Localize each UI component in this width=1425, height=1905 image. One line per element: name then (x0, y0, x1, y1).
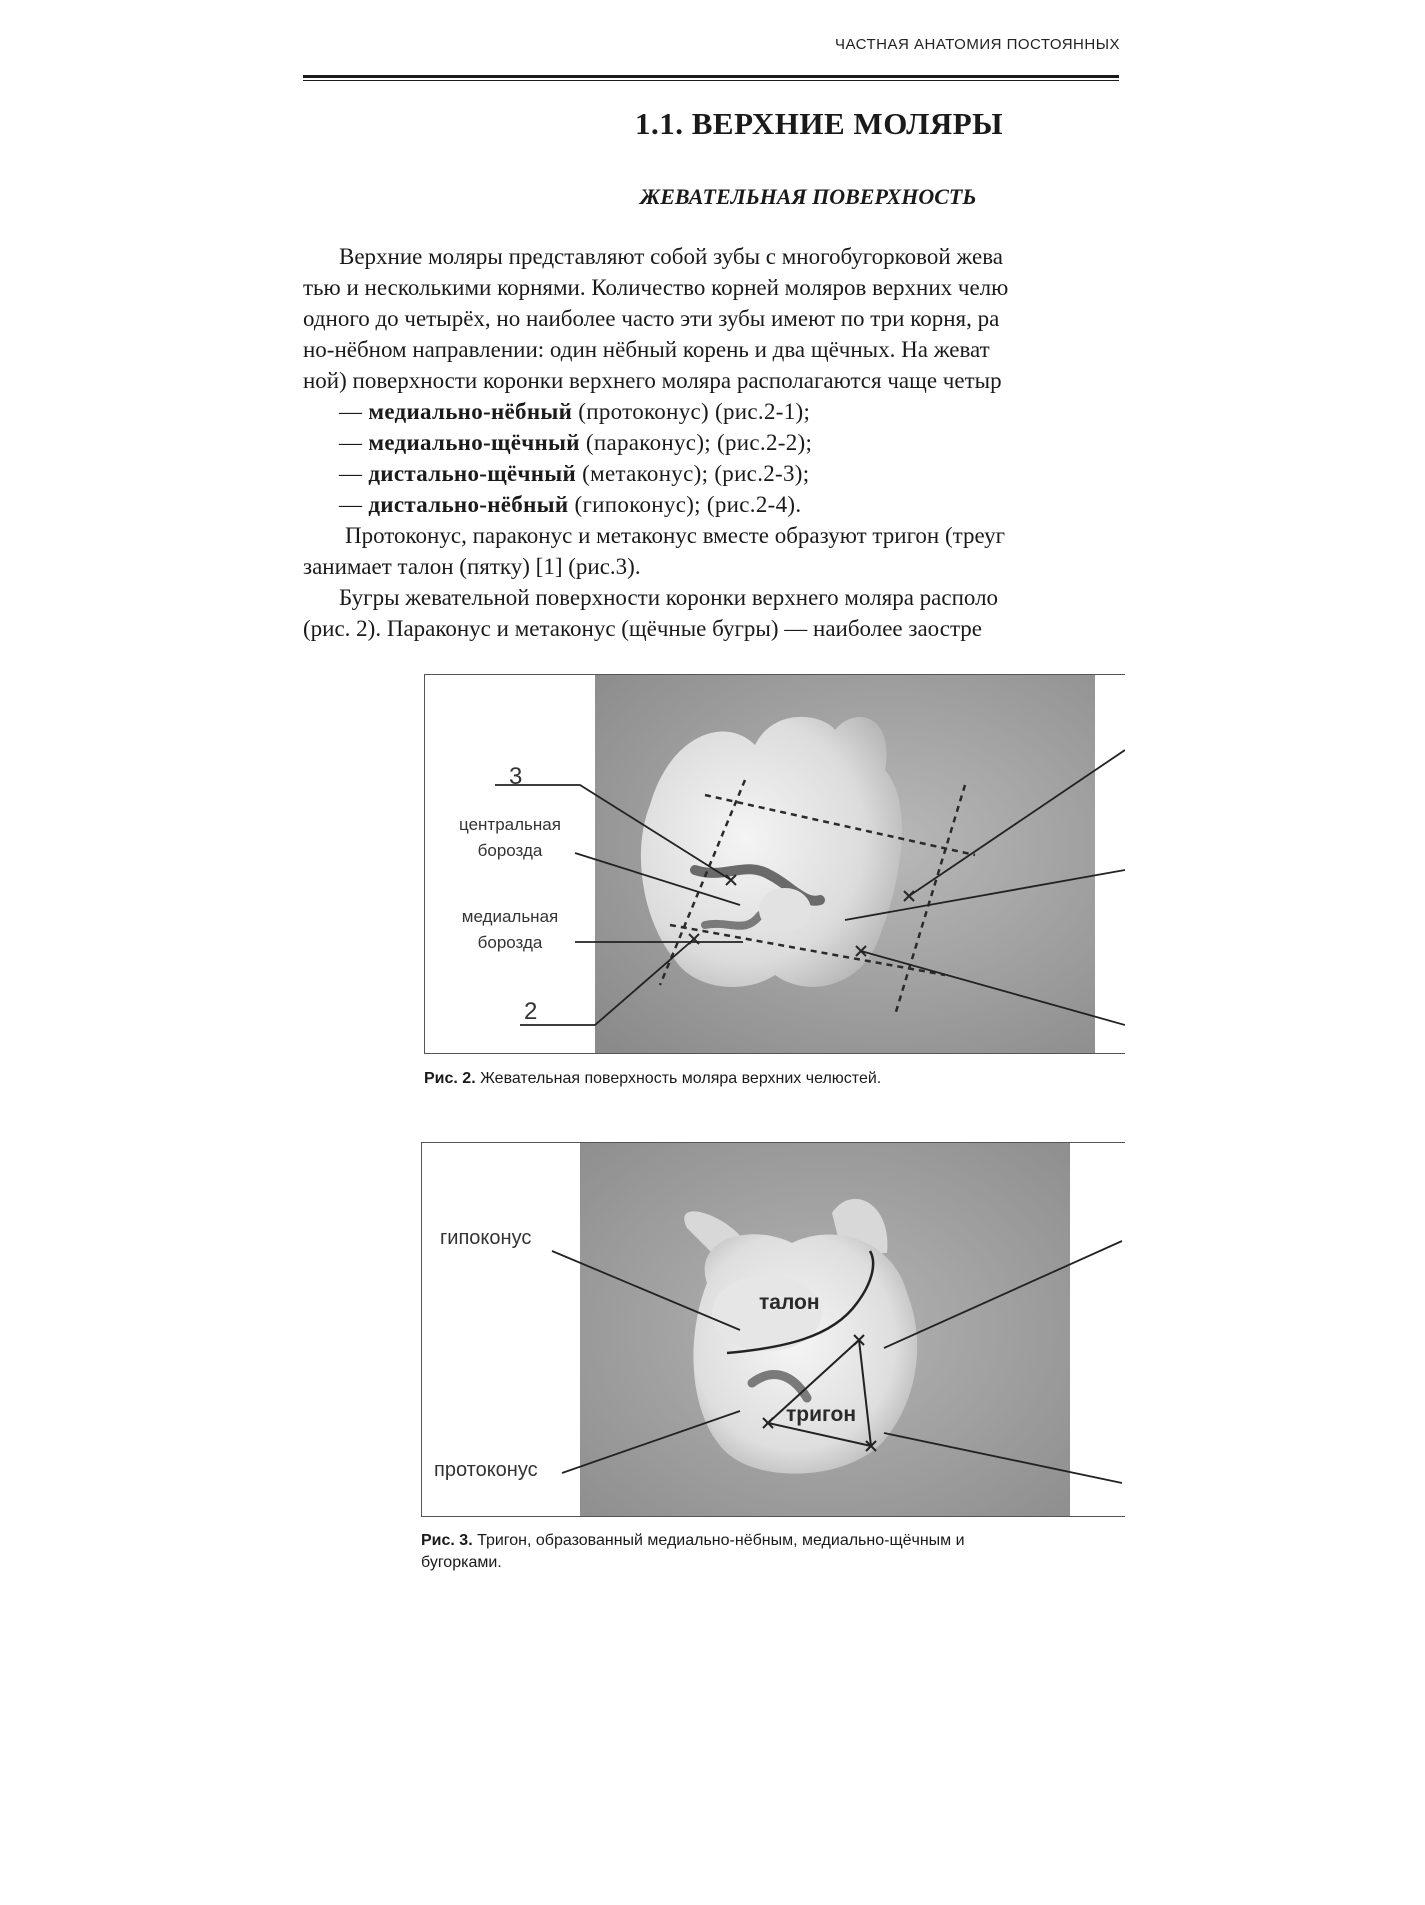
label-protocone: протоконус (434, 1459, 538, 1481)
list-dash: — (339, 399, 369, 424)
body-text (303, 241, 1125, 644)
body-line: (рис. 2). Параконус и метаконус (щёчные бугры) — наиболее заостре (303, 616, 982, 641)
body-line: тью и несколькими корнями. Количество корней моляров верхних челю (303, 275, 1009, 300)
body-line: Верхние моляры представляют собой зубы с многобугорковой жева (339, 244, 1003, 269)
list-term: дистально-щёчный (368, 461, 577, 486)
list-term: медиально-щёчный (368, 430, 580, 455)
list-rest: (метаконус); (рис.2-3); (576, 461, 810, 486)
header-rule-thick (303, 75, 1119, 78)
running-head: ЧАСТНАЯ АНАТОМИЯ ПОСТОЯННЫХ (834, 36, 1120, 53)
list-dash: — (339, 461, 369, 486)
subsection-title: ЖЕВАТЕЛЬНАЯ ПОВЕРХНОСТЬ (640, 184, 977, 209)
list-item (303, 396, 1125, 427)
body-line: занимает талон (пятку) [1] (рис.3). (303, 554, 641, 579)
list-dash: — (339, 492, 369, 517)
section-title: 1.1. ВЕРХНИЕ МОЛЯРЫ (635, 106, 1004, 141)
label-3: 3 (509, 763, 523, 790)
header-rule-thin (303, 80, 1119, 81)
list-item (303, 458, 1125, 489)
molar-crown (641, 717, 902, 987)
figure-2-chewing-surface (424, 674, 1125, 1054)
figure-3-caption (421, 1530, 1124, 1574)
label-medial-fissure-1: медиальная (461, 907, 559, 926)
body-line: Протоконус, параконус и метаконус вместе образуют тригон (треуг (345, 523, 1006, 548)
label-central-fissure-2: борозда (477, 841, 543, 860)
molar-crown (693, 1234, 917, 1473)
label-talon: талон (759, 1291, 820, 1314)
list-term: дистально-нёбный (368, 492, 569, 517)
list-rest: (параконус); (рис.2-2); (579, 430, 813, 455)
caption-number: Рис. 3. (421, 1532, 473, 1549)
list-dash: — (339, 430, 369, 455)
figure-3-trigon (421, 1142, 1125, 1517)
label-trigon: тригон (786, 1403, 857, 1426)
body-line: Бугры жевательной поверхности коронки верхнего моляра располо (339, 585, 999, 610)
caption-text: Тригон, образованный медиально-нёбным, медиально-щёчным и (472, 1532, 965, 1549)
list-item (303, 427, 1125, 458)
list-rest: (протоконус) (рис.2-1); (572, 399, 811, 424)
body-line: ной) поверхности коронки верхнего моляра располагаются чаще четыр (303, 368, 1002, 393)
list-term: медиально-нёбный (368, 399, 573, 424)
body-line: одного до четырёх, но наиболее часто эти зубы имеют по три корня, ра (303, 306, 1000, 331)
figure-2-caption (424, 1068, 1124, 1090)
caption-text-cont: бугорками. (421, 1554, 502, 1571)
list-rest: (гипоконус); (рис.2-4). (568, 492, 802, 517)
caption-number: Рис. 2. (424, 1070, 476, 1087)
cusp-protocone (759, 888, 811, 932)
figure-2-photo (425, 675, 1125, 1053)
label-2: 2 (524, 998, 538, 1025)
list-item (303, 489, 1125, 520)
label-medial-fissure-2: борозда (477, 933, 543, 952)
label-central-fissure-1: центральная (459, 815, 561, 834)
body-line: но-нёбном направлении: один нёбный корень и два щёчных. На жеват (303, 337, 990, 362)
caption-text: Жевательная поверхность моляра верхних челюстей. (475, 1070, 882, 1087)
label-hypocone: гипоконус (440, 1227, 532, 1249)
